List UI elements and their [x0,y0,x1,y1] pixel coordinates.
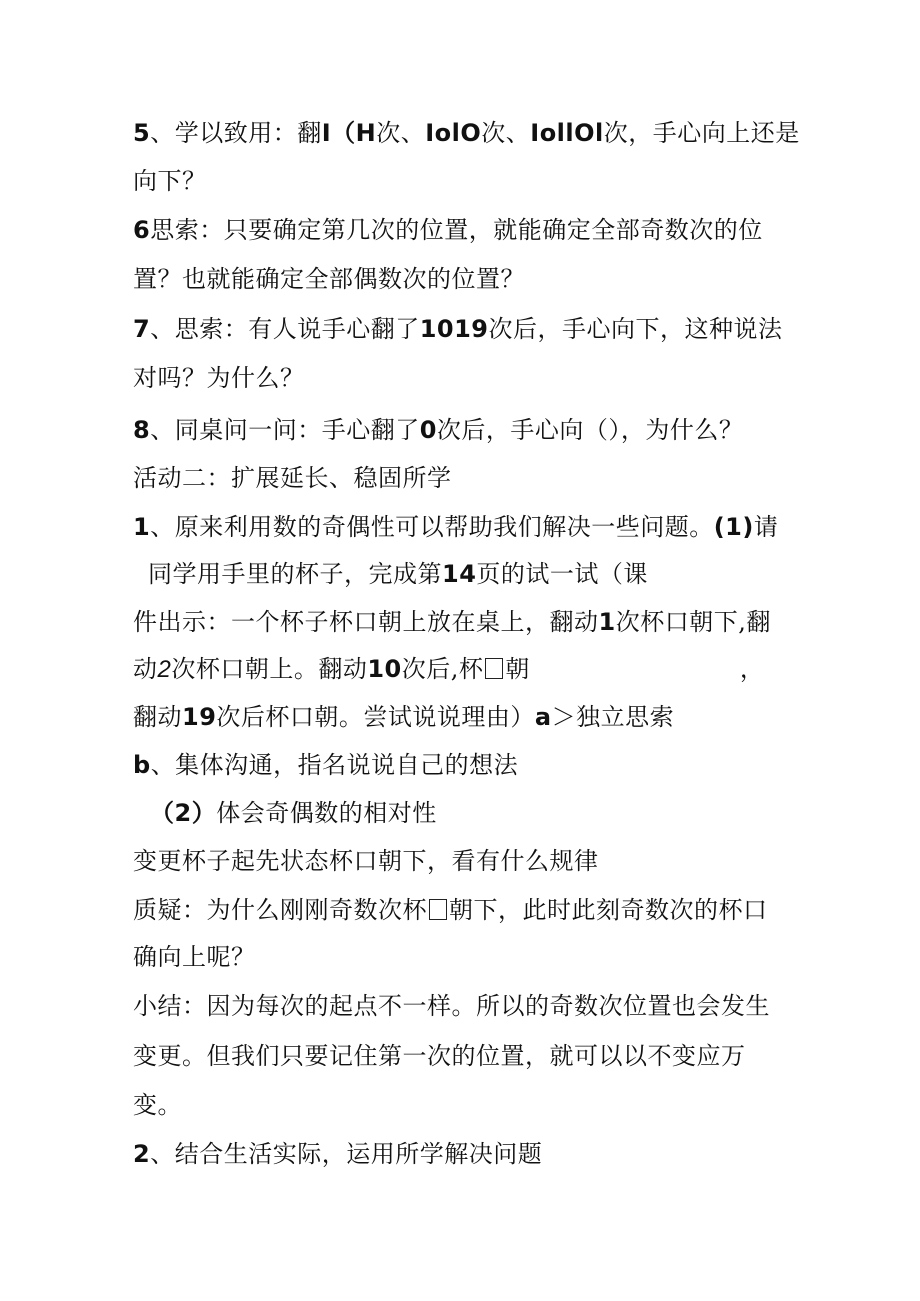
item-number: 1 [133,513,151,541]
activity-1-line-4 [133,652,764,687]
text-segment: 、原来利用数的奇偶性可以帮助我们解决一些问题。 [150,513,714,541]
text-segment: 、思索：有人说手心翻了 [150,315,420,343]
item-number: b [133,751,151,779]
item-number: 5 [133,119,151,147]
text-segment: 质疑：为什么刚刚奇数次杯 [133,896,427,924]
text-segment: ＞独立思索 [551,703,675,731]
text-segment: 向下？ [133,167,207,195]
text-segment: 同学用手里的杯子，完成第 [148,560,442,588]
text-segment: 朝下，此时此刻奇数次的杯口 [449,896,768,924]
bold-segment: IolO [425,119,482,147]
text-segment: 动 [133,655,158,683]
item-5-line-1 [133,116,800,150]
blank-box-icon [429,899,447,920]
bold-segment: 14 [442,560,477,588]
activity-1-line-1 [133,510,778,544]
bold-segment: (1) [713,513,754,541]
activity-1-line-2 [148,557,648,591]
activity-1-part-2 [150,796,437,830]
bold-segment: 1 [598,608,616,636]
item-number: 6 [133,216,151,244]
text-segment: 、学以致用：翻 [150,119,322,147]
text-segment: 次杯口朝下,翻 [615,608,771,636]
activity-2-heading [133,1137,542,1171]
text-segment: 活动二：扩展延长、稳固所学 [133,464,452,492]
item-6-line-2 [133,262,525,296]
text-segment: 变更。但我们只要记住第一次的位置，就可以以不变应万 [133,1042,746,1070]
item-number: 7 [133,315,151,343]
text-segment: 、结合生活实际，运用所学解决问题 [150,1140,543,1168]
text-segment: 次后杯口朝。尝试说说理由） [216,703,535,731]
item-number: 2 [133,1140,151,1168]
text-segment: 朝 [505,655,530,683]
italic-segment: 2 [157,656,172,683]
text-segment: 次后，手心向（），为什么？ [436,416,744,444]
text-segment: 、同桌问一问：手心翻了 [150,416,420,444]
item-number: （2） [150,799,217,827]
bold-segment: a [534,703,552,731]
text-segment: 次、 [376,119,426,147]
summary-line-3 [133,1088,182,1122]
text-segment: 确向上呢？ [133,943,256,971]
text-segment: 变更杯子起先状态杯口朝下，看有什么规律 [133,847,599,875]
text-segment: 置？也就能确定全部偶数次的位置？ [133,265,525,293]
activity-1-line-5 [133,700,674,734]
item-number: 8 [133,416,151,444]
item-7-line-2 [133,361,305,395]
bold-segment: 0 [419,416,437,444]
text-segment: 对吗？为什么？ [133,364,305,392]
text-segment: 小结：因为每次的起点不一样。所以的奇数次位置也会发生 [133,992,770,1020]
text-segment: 次后,杯 [401,655,484,683]
text-segment: 、集体沟通，指名说说自己的想法 [150,751,519,779]
bold-segment: I（H [321,119,377,147]
text-segment: 次，手心向上还是 [603,119,800,147]
question-line-1 [133,893,768,927]
blank-box-icon [485,658,503,679]
text-segment: 页的试一试（课 [476,560,648,588]
text-segment: ， [739,655,765,683]
text-segment: 次杯口朝上。翻动 [171,655,368,683]
text-segment: 思索：只要确定第几次的位置，就能确定全部奇数次的位 [150,216,763,244]
item-7-line-1 [133,312,783,346]
summary-line-2 [133,1039,746,1073]
bold-segment: 19 [182,703,217,731]
text-segment: 体会奇偶数的相对性 [216,799,437,827]
activity-1-step-b [133,748,518,782]
text-segment: 请 [753,513,779,541]
text-segment: 件出示：一个杯子杯口朝上放在桌上，翻动 [133,608,599,636]
activity-1-line-3 [133,605,771,639]
activity-two-heading [133,461,452,495]
text-segment: 次、 [481,119,531,147]
text-segment: 变。 [133,1091,182,1119]
question-line-2 [133,940,256,974]
item-6-line-1 [133,213,763,247]
item-8-line [133,413,743,447]
change-start-state-line [133,844,599,878]
bold-segment: 10 [367,655,402,683]
bold-segment: 1019 [419,315,489,343]
text-segment: 次后，手心向下，这种说法 [488,315,783,343]
bold-segment: IollOl [530,119,604,147]
summary-line-1 [133,989,770,1023]
text-segment: 翻动 [133,703,182,731]
item-5-line-2 [133,164,207,198]
